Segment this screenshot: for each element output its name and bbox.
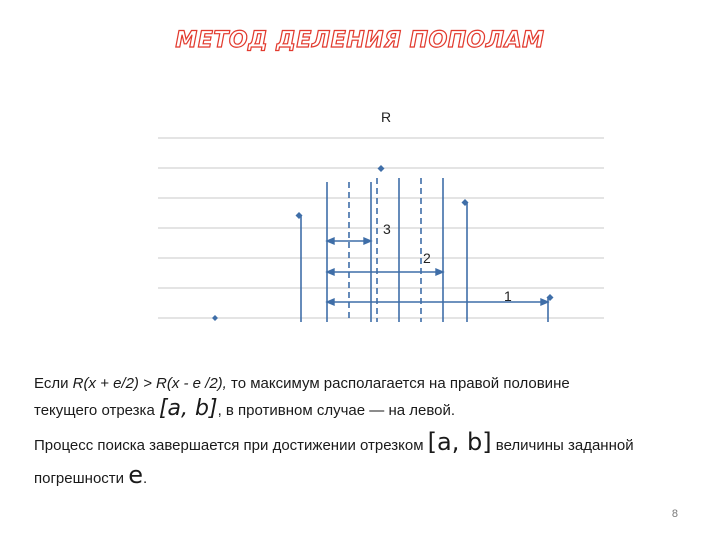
text-segment: то максимум располагается на правой половине (226, 375, 570, 392)
interval-formula: [a, b] (158, 396, 218, 421)
text-segment: , в противном случае — на левой. (217, 402, 456, 419)
paragraph-termination (34, 428, 694, 457)
interval-formula: [a, b] (427, 428, 492, 456)
condition-formula: R(x + e/2) > R(x - e /2), (72, 375, 227, 392)
dashed-probes (349, 178, 421, 322)
interval-arrows (327, 238, 548, 305)
point-marker (378, 165, 385, 172)
text-segment: Процесс поиска завершается при достижении отрезком (34, 437, 428, 454)
text-segment: погрешности (34, 470, 129, 487)
tolerance-symbol: e (128, 461, 143, 489)
function-points (212, 165, 554, 321)
text-segment: . (142, 470, 148, 487)
interval-label-1: 1 (504, 288, 512, 304)
text-segment: величины заданной (491, 437, 634, 454)
text-segment: текущего отрезка (34, 402, 159, 419)
axis-label-r: R (381, 109, 392, 125)
paragraph-tolerance (34, 461, 694, 490)
point-marker (212, 315, 218, 321)
paragraph-condition (34, 373, 694, 395)
interval-label-3: 3 (383, 221, 391, 237)
text-segment: Если (34, 375, 73, 392)
page-number: 8 (671, 508, 678, 520)
page-title: МЕТОД ДЕЛЕНИЯ ПОПОЛАМ (175, 28, 545, 53)
paragraph-interval (34, 398, 694, 422)
interval-label-2: 2 (423, 250, 431, 266)
